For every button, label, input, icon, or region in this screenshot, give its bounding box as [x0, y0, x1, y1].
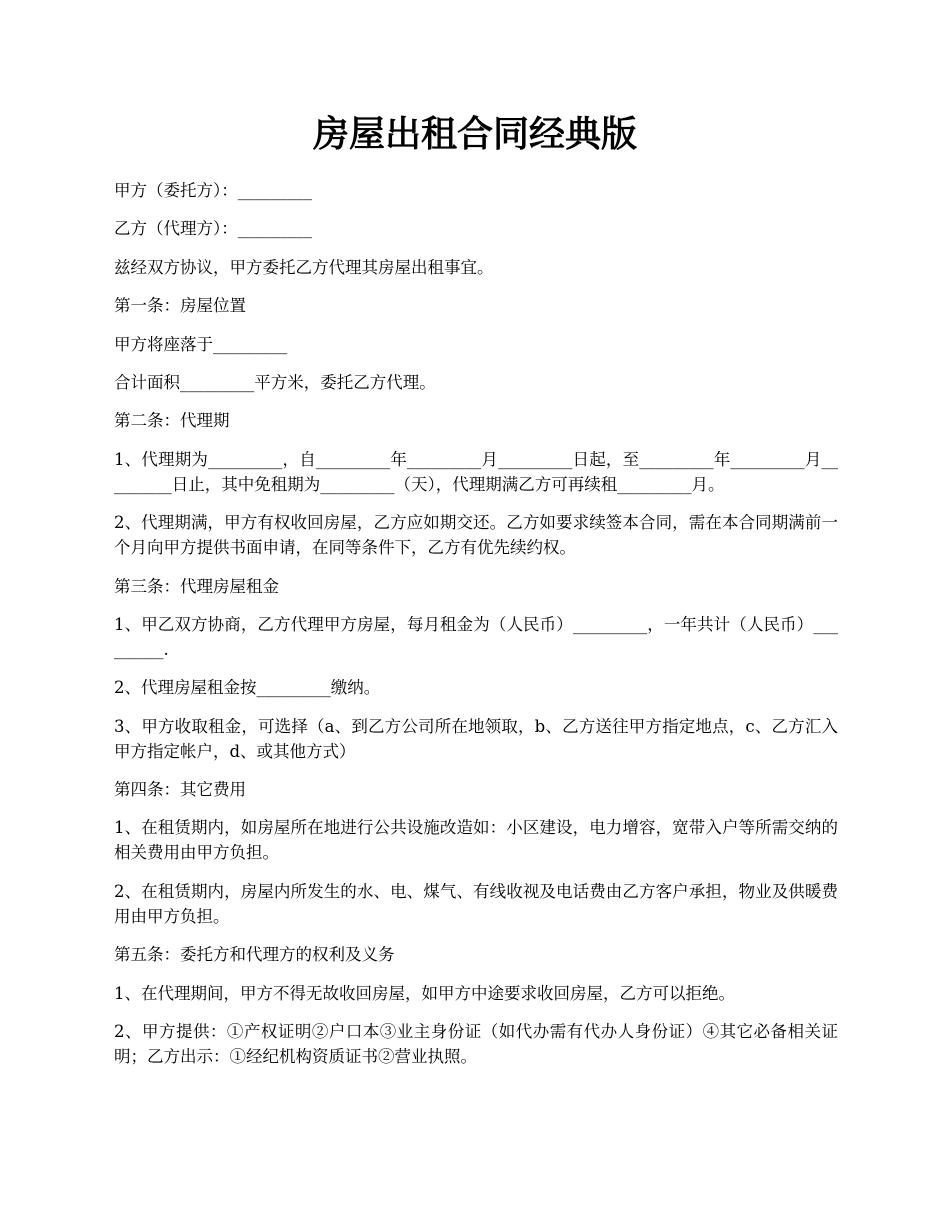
article-5-heading: 第五条：委托方和代理方的权利及义务: [114, 945, 395, 965]
article-3-clause-3: 3、甲方收取租金，可选择（a、到乙方公司所在地领取，b、乙方送往甲方指定地点，c、乙方汇入甲方指定帐户，d、或其他方式）: [114, 716, 838, 761]
article-3-clause-2: 2、代理房屋租金按_________缴纳。: [114, 678, 381, 698]
party-a-line: 甲方（委托方）：_________: [114, 181, 312, 200]
article-4-clause-1: 1、在租赁期内，如房屋所在地进行公共设施改造如：小区建设，电力增容，宽带入户等所需交纳的相关费用由甲方负担。: [114, 818, 838, 863]
article-2-clause-2: 2、代理期满，甲方有权收回房屋，乙方应如期交还。乙方如要求续签本合同，需在本合同期满前一个月向甲方提供书面申请，在同等条件下，乙方有优先续约权。: [114, 513, 838, 558]
article-5-clause-2: 2、甲方提供：①产权证明②户口本③业主身份证（如代办需有代办人身份证）④其它必备相关证明；乙方出示：①经纪机构资质证书②营业执照。: [114, 1022, 838, 1067]
article-1-area: 合计面积_________平方米，委托乙方代理。: [114, 372, 436, 392]
article-1-location: 甲方将座落于_________: [114, 334, 288, 354]
article-5-clause-1: 1、在代理期间，甲方不得无故收回房屋，如甲方中途要求收回房屋，乙方可以拒绝。: [114, 983, 735, 1003]
agreement-intro: 兹经双方协议，甲方委托乙方代理其房屋出租事宜。: [114, 257, 494, 277]
document-body: [114, 178, 838, 1082]
article-3-heading: 第三条：代理房屋租金: [114, 576, 279, 596]
party-b-line: 乙方（代理方）：_________: [114, 219, 312, 239]
article-3-clause-1: 1、甲乙双方协商，乙方代理甲方房屋，每月租金为（人民币）_________，一年共计（人民币）_________.: [114, 614, 838, 659]
document-title: 房屋出租合同经典版: [312, 114, 637, 155]
article-1-heading: 第一条：房屋位置: [114, 296, 246, 316]
article-2-heading: 第二条：代理期: [114, 411, 230, 431]
article-4-heading: 第四条：其它费用: [114, 780, 246, 800]
article-4-clause-2: 2、在租赁期内，房屋内所发生的水、电、煤气、有线收视及电话费由乙方客户承担，物业及供暖费用由甲方负担。: [114, 881, 838, 926]
article-2-clause-1: 1、代理期为_________，自_________年_________月_________日起，至_________年_________月_________日止，其中免租期为_________（天），代理期满乙方可再续租_________月。: [114, 449, 838, 494]
